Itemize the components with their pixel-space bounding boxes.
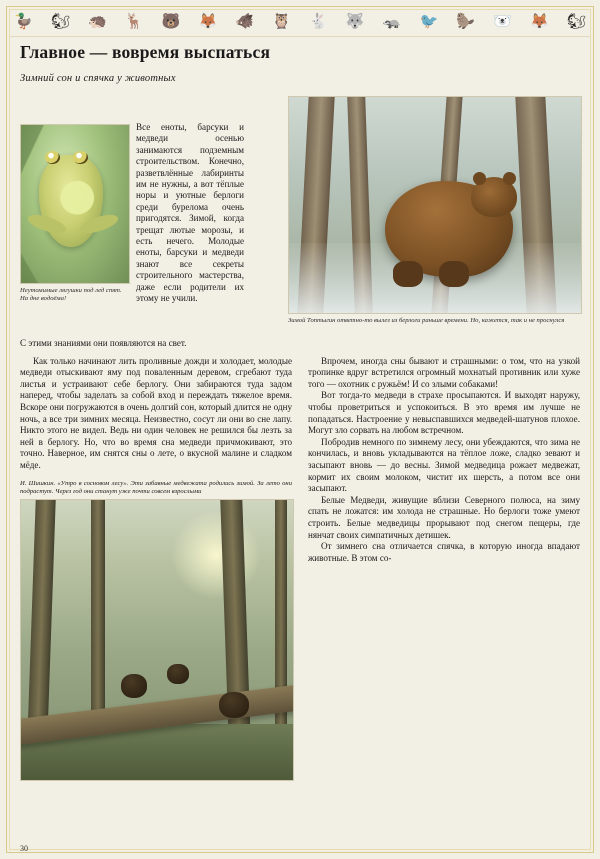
frog-leg-right: [78, 211, 120, 237]
paragraph: Побродив немного по зимнему лесу, они убеждаются, что зима не кончилась, и вновь укладываются на тёплое ложе, сладко зевают и засыпают вновь — до весны. Зимой медведица рожает медвежат, кормит их своим молоком, чистит их шерсть, а потом все они засыпают.: [308, 436, 580, 494]
frog-eye-right: [73, 151, 88, 164]
bear-leg-left: [393, 261, 423, 287]
bear-cub: [219, 692, 249, 718]
frieze-animal-icon: 🐇: [308, 14, 328, 30]
bear-ear-left: [473, 172, 486, 185]
frieze-animal-icon: 🦔: [88, 14, 107, 30]
frog-figure: [20, 124, 128, 304]
animal-frieze: [10, 10, 590, 34]
frieze-animal-icon: 🐿: [566, 14, 586, 30]
intro-narrow-column: Все еноты, барсуки и медведи осенью занимаются подземным строительством. Конечно, разветвлённые лабиринты им не нужны, а вот тёплые норы и уютные берлоги среди бурелома очень пригодятся. Зимой, когда трещат лютые морозы, и есть нечего. Молодые еноты, барсуки и медведи знают все секреты строительного мастерства, даже если родители их этому не учили.: [136, 122, 244, 304]
paragraph: Белые Медведи, живущие вблизи Северного полюса, на зиму спать не ложатся: им холода не страшные. Но берлоги тоже умеют строить. Белые медведицы прорывают под снегом пещеры, где нянчат своих симпатичных детишек.: [308, 494, 580, 540]
frieze-animal-icon: 🦫: [456, 14, 475, 30]
frieze-animal-icon: 🐗: [235, 14, 255, 30]
frog-photo: [20, 124, 130, 284]
shishkin-caption: И. Шишкин. «Утро в сосновом лесу». Эти забавные медвежата родились зимой. За лето они подрастут. Через год они станут уже почти совсем взрослыми: [20, 479, 292, 495]
frieze-animal-icon: 🦊: [529, 14, 549, 30]
frieze-animal-icon: 🦡: [382, 14, 402, 30]
paragraph: От зимнего сна отличается спячка, в которую иногда впадают животные. В этом со-: [308, 541, 580, 563]
frieze-animal-icon: 🐿: [50, 14, 70, 30]
left-column: [20, 356, 292, 782]
bear-photo: [288, 96, 582, 314]
frieze-animal-icon: 🦌: [124, 14, 144, 30]
frieze-animal-icon: 🦊: [198, 14, 218, 30]
frieze-animal-icon: 🦉: [272, 14, 291, 30]
paragraph: Впрочем, иногда сны бывают и страшными: о том, что на узкой тропинке вдруг встретился огромный мохнатый противник или хуже того — охотник с ружьём! И со злыми собаками!: [308, 355, 580, 389]
sunlight-glow: [171, 510, 261, 600]
frog-body-shape: [39, 155, 103, 247]
top-zone: [20, 96, 580, 334]
frieze-divider: [10, 36, 590, 37]
frieze-animal-icon: 🐺: [345, 14, 365, 30]
frieze-animal-icon: 🐦: [419, 14, 439, 30]
bear-cub: [167, 664, 189, 684]
paragraph: Как только начинают лить проливные дожди и холодает, молодые медведи отыскивают яму под поваленным деревом, сгребают туда листья и устраивают себе берлогу. Они забираются туда задом наперед, чтобы заделать за собой вход и переждать тяжелое время. Вскоре они погружаются в очень долгий сон, который длится не одну ночь, а все три зимних месяца. Неизвестно, сосут ли они во сне лапу. Никто этого не видел. Ведь ни один человек не решился бы лезть за ней в берлогу. Но, что во время сна медведи причмокивают, это точно. Наверное, им снятся сны о лете, о вкусной малине и сладком мёде.: [20, 355, 292, 470]
frieze-animal-icon: 🐻‍❄️: [493, 14, 512, 30]
frieze-animal-icon: 🦆: [14, 14, 33, 30]
bear-figure: [288, 96, 580, 325]
body-columns: [20, 356, 580, 782]
frog-caption: Неутомимые лягушки под лед спят. На дне водоёма!: [20, 287, 122, 303]
right-column: [308, 356, 580, 782]
bear-leg-right: [439, 261, 469, 287]
frog-eye-left: [45, 151, 60, 164]
page-content: [20, 42, 580, 845]
shishkin-painting: [20, 499, 294, 781]
bear-cub: [121, 674, 147, 698]
page-number: 30: [20, 844, 28, 853]
page-subtitle: Зимний сон и спячка у животных: [20, 73, 176, 84]
frog-leg-left: [26, 211, 68, 237]
bear-ear-right: [503, 172, 516, 185]
intro-full-line: С этими знаниями они появляются на свет.: [20, 338, 187, 348]
frieze-animal-icon: 🐻: [161, 14, 181, 30]
bear-caption: Зимой Топтыгин ответно-то вылез из берлоги раньше времени. Но, кажется, так и не проснулся: [288, 317, 565, 324]
paragraph: Вот тогда-то медведи в страхе просыпаются. И выходят наружу, чтобы проветриться и успокоиться. В это время им лучше не попадаться. Настроение у невыспавшихся медведей-шатунов плохое. Могут зло сорвать на любом встречном.: [308, 390, 580, 436]
page-title: Главное — вовремя выспаться: [20, 42, 271, 62]
